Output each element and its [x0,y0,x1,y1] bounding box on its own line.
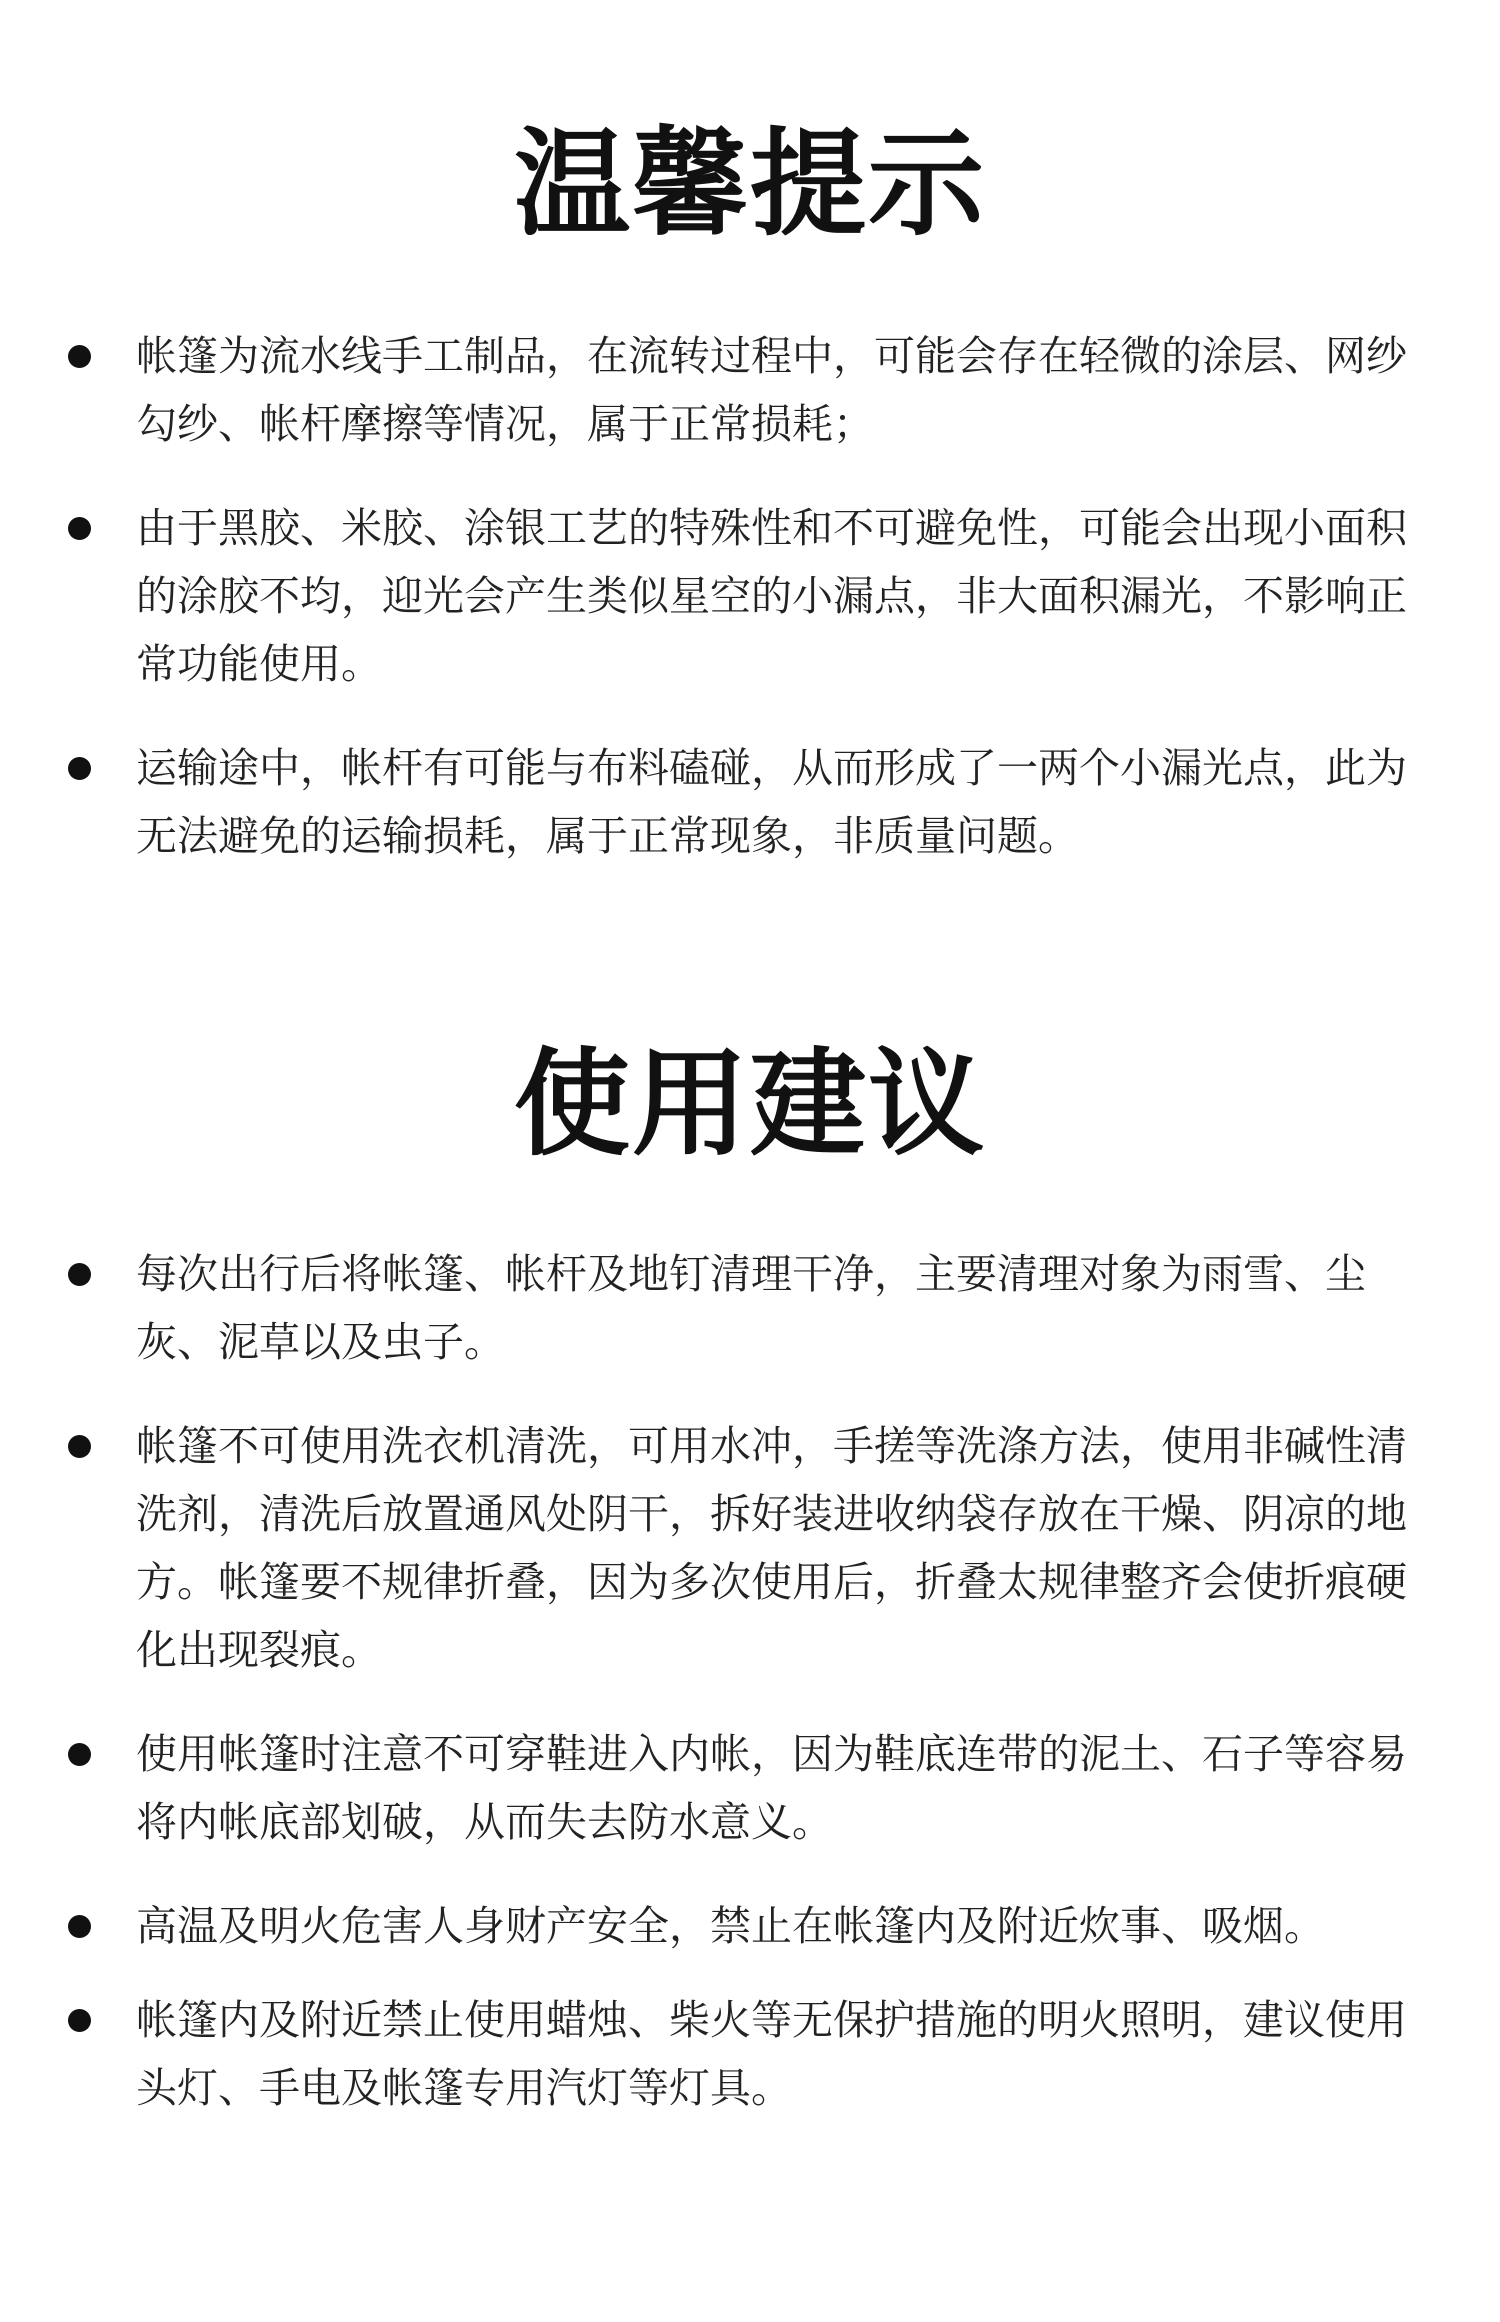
list-item [60,734,1440,870]
bullet-dot-icon [68,1263,91,1286]
list-item-text: 帐篷为流水线手工制品，在流转过程中，可能会存在轻微的涂层、网纱勾纱、帐杆摩擦等情况，属于正常损耗； [136,332,1407,448]
list-item [60,1892,1440,1960]
list-item-text: 由于黑胶、米胶、涂银工艺的特殊性和不可避免性，可能会出现小面积的涂胶不均，迎光会产生类似星空的小漏点，非大面积漏光，不影响正常功能使用。 [136,504,1407,688]
tips-title: 温馨提示 [514,117,986,252]
list-item [60,1412,1440,1684]
usage-list [60,1240,1440,2158]
bullet-dot-icon [68,1435,91,1458]
list-item-text: 每次出行后将帐篷、帐杆及地钉清理干净，主要清理对象为雨雪、尘灰、泥草以及虫子。 [136,1250,1366,1366]
list-item [60,1986,1440,2122]
list-item [60,322,1440,458]
tips-list [60,322,1440,906]
list-item-text: 高温及明火危害人身财产安全，禁止在帐篷内及附近炊事、吸烟。 [136,1902,1325,1950]
list-item [60,494,1440,698]
usage-title: 使用建议 [514,1037,986,1172]
list-item-text: 运输途中，帐杆有可能与布料磕碰，从而形成了一两个小漏光点，此为无法避免的运输损耗，属于正常现象，非质量问题。 [136,744,1407,860]
bullet-dot-icon [68,1915,91,1938]
bullet-dot-icon [68,345,91,368]
list-item [60,1240,1440,1376]
list-item-text: 使用帐篷时注意不可穿鞋进入内帐，因为鞋底连带的泥土、石子等容易将内帐底部划破，从而失去防水意义。 [136,1730,1407,1846]
list-item-text: 帐篷内及附近禁止使用蜡烛、柴火等无保护措施的明火照明，建议使用头灯、手电及帐篷专用汽灯等灯具。 [136,1996,1407,2112]
bullet-dot-icon [68,1743,91,1766]
list-item-text: 帐篷不可使用洗衣机清洗，可用水冲，手搓等洗涤方法，使用非碱性清洗剂，清洗后放置通风处阴干，拆好装进收纳袋存放在干燥、阴凉的地方。帐篷要不规律折叠，因为多次使用后，折叠太规律整齐会使折痕硬化出现裂痕。 [136,1422,1407,1674]
bullet-dot-icon [68,517,91,540]
list-item [60,1720,1440,1856]
bullet-dot-icon [68,757,91,780]
bullet-dot-icon [68,2009,91,2032]
